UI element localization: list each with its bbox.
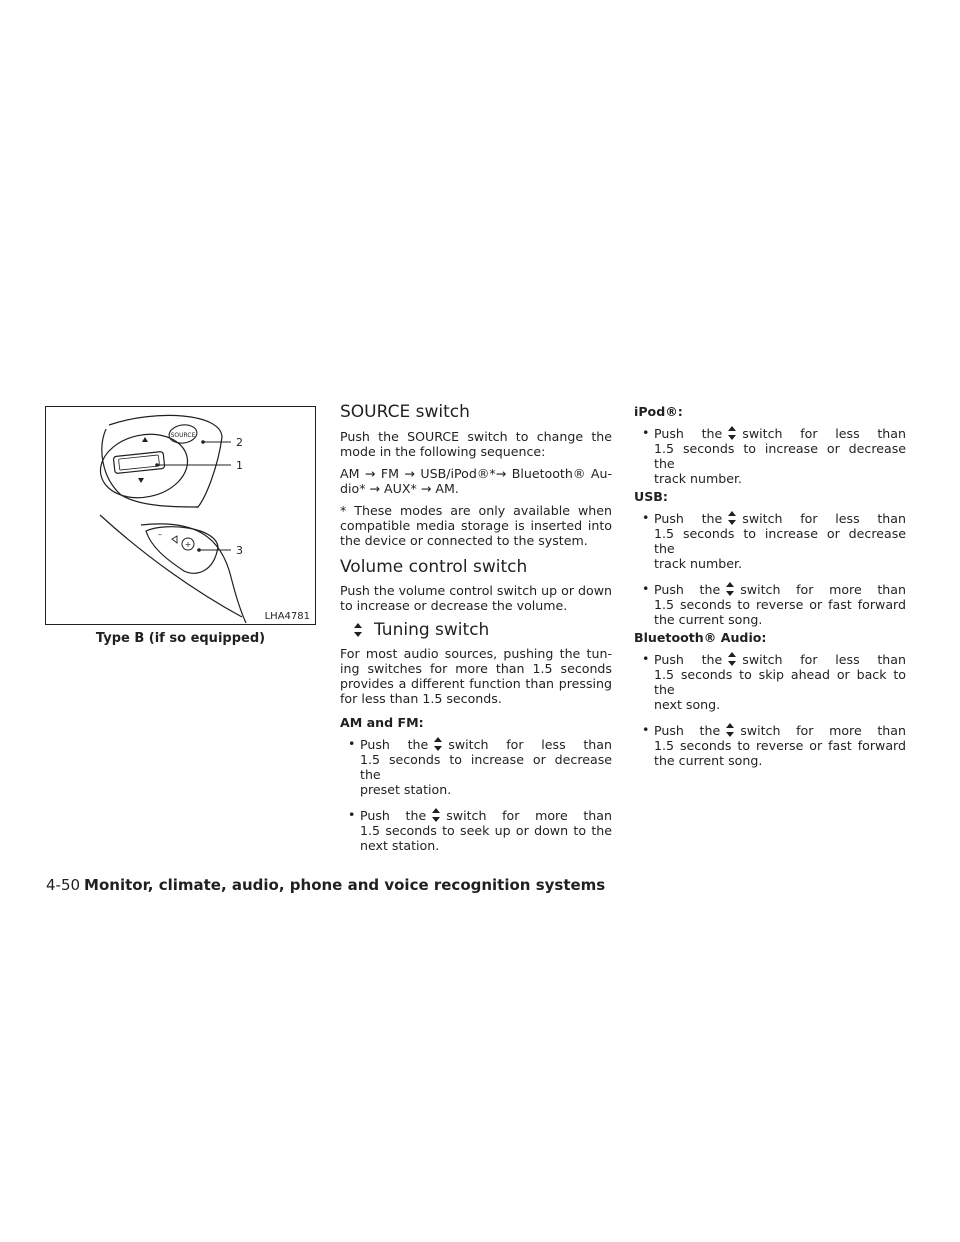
- up-down-arrows-icon: [720, 722, 740, 738]
- figure-code: LHA4781: [264, 611, 310, 622]
- up-down-arrows-icon: [722, 425, 742, 441]
- tuning-para-line: ing switches for more than 1.5 seconds: [340, 661, 612, 676]
- source-para-line: Push the SOURCE switch to change the: [340, 429, 612, 444]
- figure-caption: Type B (if so equipped): [95, 631, 266, 646]
- svg-text:–: –: [158, 530, 162, 539]
- usb-label: USB:: [634, 489, 668, 504]
- bullet-dot: •: [642, 581, 650, 596]
- usb-bullet-2: • Push the switch for more than 1.5 seconds to reverse or fast forward the current song.: [642, 581, 906, 627]
- bullet-dot: •: [348, 807, 356, 822]
- volume-para-line: to increase or decrease the volume.: [340, 598, 568, 613]
- tuning-para-line: For most audio sources, pushing the tun-: [340, 646, 612, 661]
- source-button-label: SOURCE: [170, 432, 196, 439]
- am-fm-bullet-1: • Push the switch for less than 1.5 seconds to increase or decrease the preset station.: [348, 736, 612, 797]
- source-sequence-line: dio* → AUX* → AM.: [340, 481, 459, 496]
- steering-wheel-switch-drawing: [46, 407, 315, 624]
- bluetooth-audio-label: Bluetooth® Audio:: [634, 630, 767, 645]
- volume-switch-heading: Volume control switch: [340, 557, 528, 577]
- column-2: [634, 401, 906, 768]
- steering-switch-illustration: [45, 406, 316, 625]
- tuning-para-line: for less than 1.5 seconds.: [340, 691, 502, 706]
- column-1: [340, 401, 612, 853]
- callout-2: 2: [236, 436, 243, 449]
- up-down-arrows-icon: [348, 622, 368, 638]
- volume-para-line: Push the volume control switch up or down: [340, 583, 612, 598]
- ipod-bullet-1: • Push the switch for less than 1.5 seconds to increase or decrease the track number.: [642, 425, 906, 486]
- up-down-arrows-icon: [426, 807, 446, 823]
- bullet-dot: •: [642, 651, 650, 666]
- am-fm-bullet-2: • Push the switch for more than 1.5 seconds to seek up or down to the next station.: [348, 807, 612, 853]
- am-fm-label: AM and FM:: [340, 715, 424, 730]
- bluetooth-bullet-2: • Push the switch for more than 1.5 seconds to reverse or fast forward the current song.: [642, 722, 906, 768]
- tuning-para-line: provides a different function than pressing: [340, 676, 612, 691]
- bullet-dot: •: [642, 510, 650, 525]
- chapter-title: Monitor, climate, audio, phone and voice recognition systems: [84, 876, 606, 894]
- svg-text:+: +: [184, 540, 192, 549]
- bluetooth-bullet-1: • Push the switch for less than 1.5 seconds to skip ahead or back to the next song.: [642, 651, 906, 712]
- tuning-switch-heading: [340, 619, 612, 641]
- usb-bullet-1: • Push the switch for less than 1.5 seconds to increase or decrease the track number.: [642, 510, 906, 571]
- page-footer: [46, 876, 605, 894]
- bullet-dot: •: [642, 722, 650, 737]
- ipod-label: iPod®:: [634, 404, 683, 419]
- up-down-arrows-icon: [722, 651, 742, 667]
- up-down-arrows-icon: [722, 510, 742, 526]
- source-para-line: mode in the following sequence:: [340, 444, 546, 459]
- tuning-switch-heading-text: Tuning switch: [374, 620, 490, 640]
- bullet-dot: •: [642, 425, 650, 440]
- up-down-arrows-icon: [720, 581, 740, 597]
- source-note-line: compatible media storage is inserted into: [340, 518, 612, 533]
- callout-3: 3: [236, 544, 243, 557]
- source-note-line: * These modes are only available when: [340, 503, 612, 518]
- source-note-line: the device or connected to the system.: [340, 533, 588, 548]
- source-switch-heading: SOURCE switch: [340, 402, 470, 422]
- up-down-arrows-icon: [428, 736, 448, 752]
- bullet-dot: •: [348, 736, 356, 751]
- source-sequence-line: AM → FM → USB/iPod®*→ Bluetooth® Au-: [340, 466, 612, 481]
- callout-1: 1: [236, 459, 243, 472]
- page-number: 4-50: [46, 876, 81, 894]
